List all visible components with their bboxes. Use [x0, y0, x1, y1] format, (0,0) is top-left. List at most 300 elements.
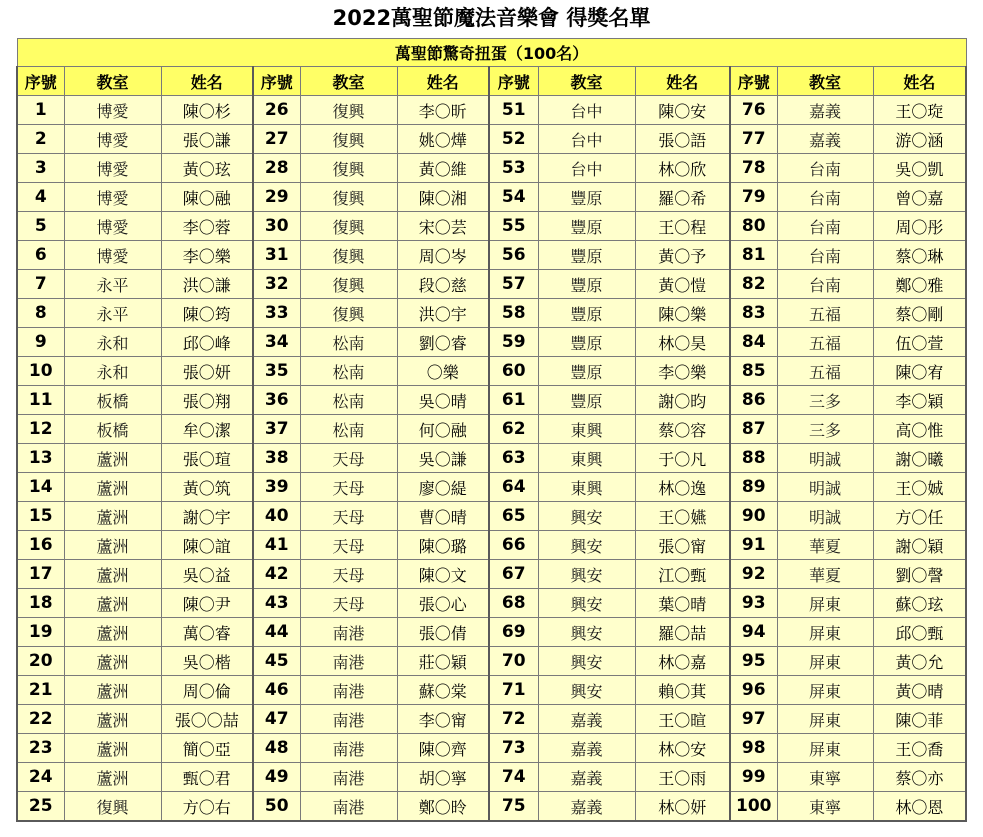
classroom: 興安: [538, 618, 635, 647]
page-title: 2022萬聖節魔法音樂會 得獎名單: [332, 6, 651, 30]
winner-name: 張〇倩: [397, 618, 489, 647]
classroom: 永平: [64, 270, 161, 299]
classroom: 博愛: [64, 125, 161, 154]
classroom: 東興: [538, 444, 635, 473]
table-row: [17, 589, 966, 618]
serial-number: 68: [489, 589, 538, 618]
table-row: [17, 792, 966, 822]
serial-number: 66: [489, 531, 538, 560]
serial-number: 4: [17, 183, 64, 212]
classroom: 南港: [300, 734, 397, 763]
classroom: 五福: [777, 299, 873, 328]
classroom: 嘉義: [538, 734, 635, 763]
classroom: 三多: [777, 386, 873, 415]
classroom: 華夏: [777, 560, 873, 589]
classroom: 屏東: [777, 705, 873, 734]
classroom: 蘆洲: [64, 531, 161, 560]
serial-number: 28: [253, 154, 300, 183]
winner-name: 黃〇玹: [161, 154, 253, 183]
classroom: 台南: [777, 212, 873, 241]
winner-name: 張〇語: [635, 125, 730, 154]
serial-number: 40: [253, 502, 300, 531]
winner-name: 曹〇晴: [397, 502, 489, 531]
serial-number: 76: [730, 96, 777, 125]
serial-number: 45: [253, 647, 300, 676]
serial-number: 5: [17, 212, 64, 241]
table-row: [17, 705, 966, 734]
serial-number: 90: [730, 502, 777, 531]
winner-name: 林〇嘉: [635, 647, 730, 676]
col-header-classroom: 教室: [64, 67, 161, 96]
classroom: 五福: [777, 328, 873, 357]
winner-name: 吳〇晴: [397, 386, 489, 415]
winner-name: 葉〇晴: [635, 589, 730, 618]
table-row: [17, 473, 966, 502]
classroom: 屏東: [777, 647, 873, 676]
classroom: 復興: [300, 241, 397, 270]
classroom: 台中: [538, 154, 635, 183]
classroom: 台中: [538, 96, 635, 125]
winner-name: 陳〇齊: [397, 734, 489, 763]
winner-name: 張〇謙: [161, 125, 253, 154]
serial-number: 85: [730, 357, 777, 386]
serial-number: 78: [730, 154, 777, 183]
winner-name: 周〇彤: [873, 212, 966, 241]
winner-name: 李〇昕: [397, 96, 489, 125]
winner-name: 李〇樂: [635, 357, 730, 386]
classroom: 台南: [777, 241, 873, 270]
serial-number: 49: [253, 763, 300, 792]
serial-number: 9: [17, 328, 64, 357]
serial-number: 42: [253, 560, 300, 589]
table-row: [17, 212, 966, 241]
winner-name: 王〇程: [635, 212, 730, 241]
winner-name: 林〇逸: [635, 473, 730, 502]
serial-number: 3: [17, 154, 64, 183]
serial-number: 8: [17, 299, 64, 328]
winner-name: 陳〇樂: [635, 299, 730, 328]
serial-number: 71: [489, 676, 538, 705]
classroom: 蘆洲: [64, 444, 161, 473]
winner-name: 陳〇誼: [161, 531, 253, 560]
col-header-number: 序號: [730, 67, 777, 96]
classroom: 嘉義: [538, 763, 635, 792]
winner-name: 吳〇楷: [161, 647, 253, 676]
winner-name: 陳〇文: [397, 560, 489, 589]
table-row: [17, 618, 966, 647]
winner-name: 吳〇凱: [873, 154, 966, 183]
serial-number: 2: [17, 125, 64, 154]
serial-number: 99: [730, 763, 777, 792]
serial-number: 12: [17, 415, 64, 444]
winner-name: 伍〇萱: [873, 328, 966, 357]
table-row: [17, 328, 966, 357]
winner-name: 邱〇甄: [873, 618, 966, 647]
classroom: 復興: [300, 299, 397, 328]
table-row: [17, 125, 966, 154]
winner-name: 陳〇湘: [397, 183, 489, 212]
classroom: 蘆洲: [64, 734, 161, 763]
classroom: 南港: [300, 763, 397, 792]
serial-number: 27: [253, 125, 300, 154]
serial-number: 97: [730, 705, 777, 734]
winner-name: 王〇嬿: [635, 502, 730, 531]
table-row: [17, 676, 966, 705]
winner-name: 張〇妍: [161, 357, 253, 386]
classroom: 興安: [538, 560, 635, 589]
winner-name: 方〇任: [873, 502, 966, 531]
winner-name: 廖〇緹: [397, 473, 489, 502]
winner-name: 李〇甯: [397, 705, 489, 734]
winner-name: 王〇雨: [635, 763, 730, 792]
classroom: 華夏: [777, 531, 873, 560]
serial-number: 64: [489, 473, 538, 502]
table-row: [17, 415, 966, 444]
winner-name: 鄭〇雅: [873, 270, 966, 299]
winner-name: 段〇慈: [397, 270, 489, 299]
winner-name: 牟〇潔: [161, 415, 253, 444]
classroom: 嘉義: [777, 125, 873, 154]
classroom: 台南: [777, 154, 873, 183]
winner-name: 邱〇峰: [161, 328, 253, 357]
winner-name: 陳〇融: [161, 183, 253, 212]
col-header-name: 姓名: [635, 67, 730, 96]
classroom: 天母: [300, 502, 397, 531]
classroom: 天母: [300, 560, 397, 589]
serial-number: 60: [489, 357, 538, 386]
classroom: 博愛: [64, 241, 161, 270]
winner-name: 羅〇希: [635, 183, 730, 212]
classroom: 興安: [538, 647, 635, 676]
table-row: [17, 647, 966, 676]
winner-name: 陳〇尹: [161, 589, 253, 618]
classroom: 復興: [300, 212, 397, 241]
winner-name: 羅〇喆: [635, 618, 730, 647]
winner-name: 林〇妍: [635, 792, 730, 822]
winner-name: 劉〇謦: [873, 560, 966, 589]
serial-number: 36: [253, 386, 300, 415]
serial-number: 10: [17, 357, 64, 386]
serial-number: 100: [730, 792, 777, 822]
serial-number: 15: [17, 502, 64, 531]
serial-number: 95: [730, 647, 777, 676]
classroom: 豐原: [538, 212, 635, 241]
classroom: 蘆洲: [64, 763, 161, 792]
winner-name: 林〇恩: [873, 792, 966, 822]
winner-name: 游〇涵: [873, 125, 966, 154]
winner-name: 蘇〇玹: [873, 589, 966, 618]
serial-number: 94: [730, 618, 777, 647]
serial-number: 22: [17, 705, 64, 734]
winner-name: 萬〇睿: [161, 618, 253, 647]
classroom: 天母: [300, 531, 397, 560]
winner-name: 陳〇菲: [873, 705, 966, 734]
classroom: 蘆洲: [64, 473, 161, 502]
classroom: 嘉義: [538, 792, 635, 822]
serial-number: 57: [489, 270, 538, 299]
winner-name: 黃〇允: [873, 647, 966, 676]
winner-name: 劉〇睿: [397, 328, 489, 357]
classroom: 博愛: [64, 96, 161, 125]
table-row: [17, 444, 966, 473]
serial-number: 14: [17, 473, 64, 502]
classroom: 豐原: [538, 328, 635, 357]
table-body: [17, 96, 966, 822]
serial-number: 13: [17, 444, 64, 473]
serial-number: 1: [17, 96, 64, 125]
winner-name: 王〇琁: [873, 96, 966, 125]
serial-number: 79: [730, 183, 777, 212]
winner-name: 黃〇筑: [161, 473, 253, 502]
serial-number: 88: [730, 444, 777, 473]
col-header-classroom: 教室: [300, 67, 397, 96]
classroom: 南港: [300, 705, 397, 734]
winner-name: 洪〇謙: [161, 270, 253, 299]
serial-number: 52: [489, 125, 538, 154]
serial-number: 91: [730, 531, 777, 560]
classroom: 嘉義: [777, 96, 873, 125]
classroom: 南港: [300, 618, 397, 647]
classroom: 南港: [300, 647, 397, 676]
col-header-name: 姓名: [161, 67, 253, 96]
winner-name: 張〇甯: [635, 531, 730, 560]
serial-number: 51: [489, 96, 538, 125]
serial-number: 18: [17, 589, 64, 618]
serial-number: 55: [489, 212, 538, 241]
classroom: 板橋: [64, 386, 161, 415]
winner-name: 黃〇愷: [635, 270, 730, 299]
classroom: 豐原: [538, 299, 635, 328]
winner-name: 吳〇益: [161, 560, 253, 589]
winner-name: 林〇欣: [635, 154, 730, 183]
winner-name: 黃〇予: [635, 241, 730, 270]
classroom: 蘆洲: [64, 502, 161, 531]
serial-number: 50: [253, 792, 300, 822]
winner-name: 張〇心: [397, 589, 489, 618]
table-row: [17, 299, 966, 328]
winner-name: 蔡〇琳: [873, 241, 966, 270]
classroom: 松南: [300, 357, 397, 386]
col-header-number: 序號: [253, 67, 300, 96]
table-row: [17, 154, 966, 183]
classroom: 蘆洲: [64, 676, 161, 705]
winner-name: 高〇惟: [873, 415, 966, 444]
winner-name: 方〇右: [161, 792, 253, 822]
serial-number: 6: [17, 241, 64, 270]
classroom: 明誠: [777, 473, 873, 502]
classroom: 屏東: [777, 589, 873, 618]
classroom: 蘆洲: [64, 705, 161, 734]
serial-number: 65: [489, 502, 538, 531]
serial-number: 43: [253, 589, 300, 618]
classroom: 屏東: [777, 618, 873, 647]
table-row: [17, 96, 966, 125]
serial-number: 70: [489, 647, 538, 676]
serial-number: 82: [730, 270, 777, 299]
serial-number: 39: [253, 473, 300, 502]
serial-number: 81: [730, 241, 777, 270]
classroom: 天母: [300, 473, 397, 502]
winner-name: 謝〇曦: [873, 444, 966, 473]
classroom: 蘆洲: [64, 560, 161, 589]
serial-number: 86: [730, 386, 777, 415]
serial-number: 26: [253, 96, 300, 125]
serial-number: 47: [253, 705, 300, 734]
winner-name: 姚〇燁: [397, 125, 489, 154]
winner-name: 蔡〇亦: [873, 763, 966, 792]
classroom: 永和: [64, 357, 161, 386]
table-row: [17, 241, 966, 270]
winner-name: 王〇喬: [873, 734, 966, 763]
winner-name: 林〇安: [635, 734, 730, 763]
classroom: 三多: [777, 415, 873, 444]
winner-name: 宋〇芸: [397, 212, 489, 241]
classroom: 蘆洲: [64, 618, 161, 647]
classroom: 南港: [300, 792, 397, 822]
classroom: 南港: [300, 676, 397, 705]
winner-name: 〇樂: [397, 357, 489, 386]
winner-name: 王〇娍: [873, 473, 966, 502]
classroom: 復興: [300, 183, 397, 212]
serial-number: 29: [253, 183, 300, 212]
serial-number: 83: [730, 299, 777, 328]
serial-number: 44: [253, 618, 300, 647]
classroom: 永和: [64, 328, 161, 357]
col-header-classroom: 教室: [777, 67, 873, 96]
classroom: 明誠: [777, 444, 873, 473]
serial-number: 58: [489, 299, 538, 328]
serial-number: 24: [17, 763, 64, 792]
serial-number: 53: [489, 154, 538, 183]
classroom: 蘆洲: [64, 647, 161, 676]
serial-number: 48: [253, 734, 300, 763]
serial-number: 89: [730, 473, 777, 502]
winner-name: 甄〇君: [161, 763, 253, 792]
classroom: 復興: [300, 96, 397, 125]
winner-name: 陳〇安: [635, 96, 730, 125]
classroom: 興安: [538, 502, 635, 531]
serial-number: 54: [489, 183, 538, 212]
serial-number: 93: [730, 589, 777, 618]
winner-name: 黃〇晴: [873, 676, 966, 705]
winner-name: 張〇翔: [161, 386, 253, 415]
classroom: 興安: [538, 531, 635, 560]
serial-number: 41: [253, 531, 300, 560]
table-row: [17, 386, 966, 415]
winner-name: 蔡〇容: [635, 415, 730, 444]
classroom: 松南: [300, 386, 397, 415]
classroom: 豐原: [538, 270, 635, 299]
classroom: 松南: [300, 328, 397, 357]
winner-name: 黃〇維: [397, 154, 489, 183]
serial-number: 37: [253, 415, 300, 444]
winner-name: 張〇〇喆: [161, 705, 253, 734]
serial-number: 7: [17, 270, 64, 299]
winner-name: 曾〇嘉: [873, 183, 966, 212]
winner-name: 周〇岑: [397, 241, 489, 270]
classroom: 東興: [538, 415, 635, 444]
serial-number: 34: [253, 328, 300, 357]
winner-name: 謝〇穎: [873, 531, 966, 560]
winner-name: 陳〇宥: [873, 357, 966, 386]
serial-number: 74: [489, 763, 538, 792]
serial-number: 32: [253, 270, 300, 299]
serial-number: 61: [489, 386, 538, 415]
serial-number: 30: [253, 212, 300, 241]
serial-number: 96: [730, 676, 777, 705]
classroom: 復興: [64, 792, 161, 822]
serial-number: 20: [17, 647, 64, 676]
classroom: 豐原: [538, 241, 635, 270]
winners-table: [16, 38, 967, 822]
serial-number: 98: [730, 734, 777, 763]
serial-number: 33: [253, 299, 300, 328]
classroom: 五福: [777, 357, 873, 386]
col-header-name: 姓名: [873, 67, 966, 96]
table-row: [17, 270, 966, 299]
classroom: 台南: [777, 270, 873, 299]
classroom: 東寧: [777, 763, 873, 792]
serial-number: 35: [253, 357, 300, 386]
table-row: [17, 531, 966, 560]
classroom: 天母: [300, 444, 397, 473]
serial-number: 72: [489, 705, 538, 734]
winner-name: 蔡〇剛: [873, 299, 966, 328]
classroom: 博愛: [64, 183, 161, 212]
serial-number: 67: [489, 560, 538, 589]
winner-name: 江〇甄: [635, 560, 730, 589]
classroom: 屏東: [777, 676, 873, 705]
classroom: 屏東: [777, 734, 873, 763]
serial-number: 46: [253, 676, 300, 705]
serial-number: 73: [489, 734, 538, 763]
classroom: 復興: [300, 154, 397, 183]
serial-number: 84: [730, 328, 777, 357]
serial-number: 80: [730, 212, 777, 241]
table-row: [17, 502, 966, 531]
serial-number: 16: [17, 531, 64, 560]
winner-name: 陳〇筠: [161, 299, 253, 328]
serial-number: 75: [489, 792, 538, 822]
winner-name: 周〇倫: [161, 676, 253, 705]
winner-name: 陳〇璐: [397, 531, 489, 560]
serial-number: 38: [253, 444, 300, 473]
classroom: 嘉義: [538, 705, 635, 734]
classroom: 東興: [538, 473, 635, 502]
classroom: 復興: [300, 270, 397, 299]
classroom: 豐原: [538, 386, 635, 415]
classroom: 博愛: [64, 212, 161, 241]
table-row: [17, 357, 966, 386]
serial-number: 21: [17, 676, 64, 705]
serial-number: 63: [489, 444, 538, 473]
classroom: 豐原: [538, 357, 635, 386]
winner-name: 簡〇亞: [161, 734, 253, 763]
winner-name: 陳〇杉: [161, 96, 253, 125]
winner-name: 李〇蓉: [161, 212, 253, 241]
winner-name: 謝〇昀: [635, 386, 730, 415]
serial-number: 92: [730, 560, 777, 589]
serial-number: 77: [730, 125, 777, 154]
serial-number: 25: [17, 792, 64, 822]
classroom: 明誠: [777, 502, 873, 531]
serial-number: 56: [489, 241, 538, 270]
winner-name: 胡〇寧: [397, 763, 489, 792]
serial-number: 62: [489, 415, 538, 444]
serial-number: 17: [17, 560, 64, 589]
winner-name: 于〇凡: [635, 444, 730, 473]
winner-name: 洪〇宇: [397, 299, 489, 328]
